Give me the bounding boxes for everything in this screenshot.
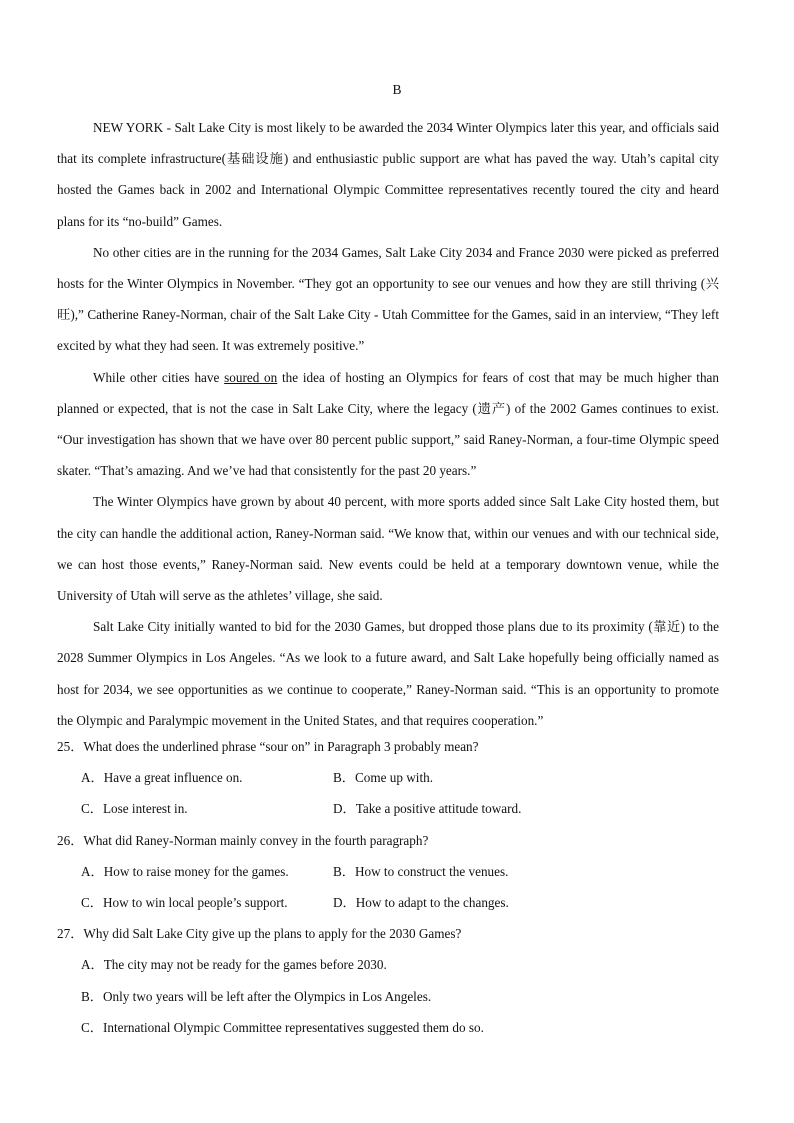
- paragraph-3-after: the idea of hosting an Olympics for fears of cost that may be much higher than planned or expected, that is not the case in Salt Lake City, where the legacy (遗产) of the 2002 Games continues to exist. “Our investigation has shown that we have over 80 percent public support,” said Raney-Norman, a four-time Olympic speed skater. “That’s amazing. And we’ve had that consistently for the past 20 years.”: [57, 369, 719, 479]
- option-c: C．Lose interest in.: [81, 801, 188, 817]
- paragraph-2: No other cities are in the running for the 2034 Games, Salt Lake City 2034 and France 2030 were picked as preferred hosts for the Winter Olympics in November. “They got an opportunity to see our venues and how they are still thriving (兴旺),” Catherine Raney-Norman, chair of the Salt Lake City - Utah Committee for the Games, said in an interview, “They left excited by what they had seen. It was extremely positive.”: [57, 244, 719, 354]
- question-27: [57, 918, 719, 1043]
- option-c: C．How to win local people’s support.: [81, 895, 288, 911]
- paragraph-3-before: While other cities have: [93, 369, 225, 385]
- option-a: A．Have a great influence on.: [81, 770, 243, 786]
- paragraph-1: NEW YORK - Salt Lake City is most likely to be awarded the 2034 Winter Olympics later this year, and officials said that its complete infrastructure(基础设施) and enthusiastic public support are what has paved the way. Utah’s capital city hosted the Games back in 2002 and International Olympic Committee representatives recently toured the city and heard plans for its “no-build” Games.: [57, 120, 719, 229]
- underlined-phrase: soured on: [224, 369, 278, 385]
- option-b: B．Only two years will be left after the Olympics in Los Angeles.: [81, 988, 432, 1004]
- paragraph-4: The Winter Olympics have grown by about 40 percent, with more sports added since Salt Lake City hosted them, but the city can handle the additional action, Raney-Norman said. “We know that, within our venues and with our technical side, we can host those events,” Raney-Norman said. New events could be held at a temporary downtown venue, while the University of Utah will serve as the athletes’ village, she said.: [57, 494, 719, 604]
- option-b: B．How to construct the venues.: [333, 863, 509, 879]
- paragraph-5: Salt Lake City initially wanted to bid for the 2030 Games, but dropped those plans due to its proximity (靠近) to the 2028 Summer Olympics in Los Angeles. “As we look to a future award, and Salt Lake hopefully being officially named as host for 2034, we see opportunities as we continue to cooperate,” Raney-Norman said. “This is an opportunity to promote the Olympic and Paralympic movement in the United States, and that requires cooperation.”: [57, 619, 719, 728]
- question-26: [57, 825, 719, 919]
- question-stem: 25．What does the underlined phrase “sour on” in Paragraph 3 probably mean?: [57, 739, 479, 754]
- question-stem: 27．Why did Salt Lake City give up the plans to apply for the 2030 Games?: [57, 926, 462, 942]
- reading-passage: [57, 112, 719, 736]
- option-c: C．International Olympic Committee representatives suggested them do so.: [81, 1019, 484, 1035]
- option-a: A．How to raise money for the games.: [81, 863, 289, 879]
- question-stem: 26．What did Raney-Norman mainly convey in the fourth paragraph?: [57, 832, 429, 848]
- option-d: D．Take a positive attitude toward.: [333, 801, 522, 817]
- section-letter: B: [392, 82, 402, 97]
- question-list: [57, 731, 719, 1043]
- option-b: B．Come up with.: [333, 770, 434, 786]
- option-d: D．How to adapt to the changes.: [333, 895, 509, 911]
- paragraph-3: [57, 362, 719, 487]
- question-25: [57, 731, 719, 825]
- option-a: A．The city may not be ready for the games before 2030.: [81, 957, 387, 973]
